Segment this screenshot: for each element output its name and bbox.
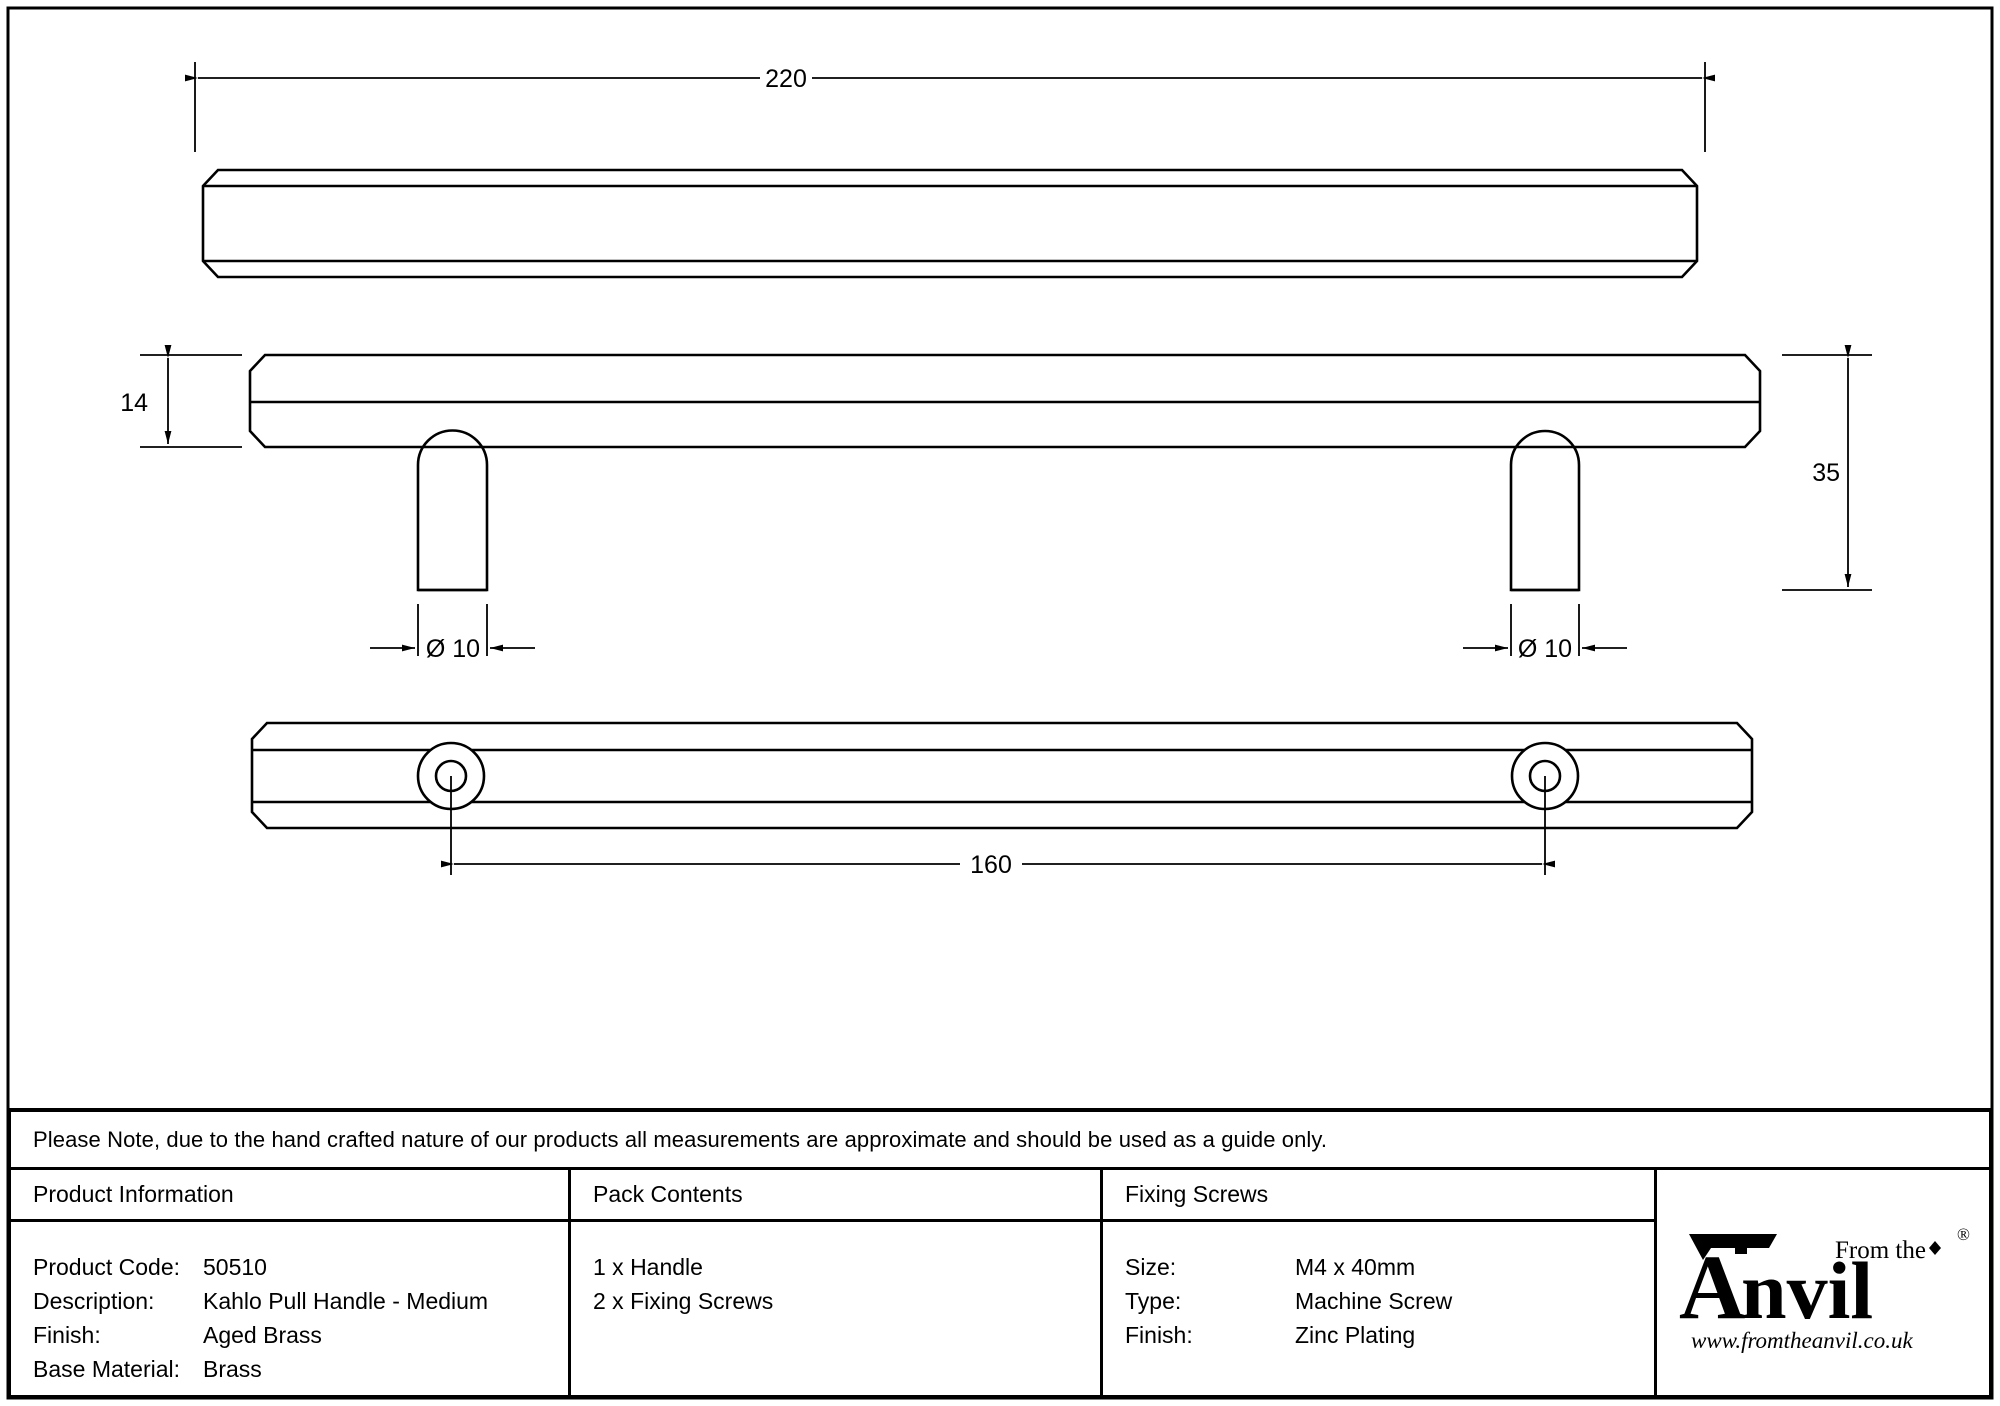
base-material-value: Brass <box>203 1356 262 1382</box>
spec-row <box>1125 1318 1654 1352</box>
dimension-35-label: 35 <box>1812 459 1840 487</box>
information-block <box>8 1108 1992 1398</box>
brand-logo-body <box>1657 1170 1989 1395</box>
screw-size-label: Size: <box>1125 1254 1177 1280</box>
info-columns <box>11 1170 1989 1395</box>
spec-row <box>33 1318 568 1352</box>
spec-row <box>33 1250 568 1284</box>
note-text: Please Note, due to the hand crafted nature of our products all measurements are approximate and should be used as a guide only. <box>33 1126 1328 1152</box>
screw-finish-label: Finish: <box>1125 1322 1193 1348</box>
pack-contents-item: 1 x Handle <box>593 1254 703 1280</box>
description-label: Description: <box>33 1288 155 1314</box>
spec-row <box>33 1284 568 1318</box>
dimension-220-label: 220 <box>765 65 807 93</box>
dimension-35 <box>1782 355 1872 590</box>
finish-value: Aged Brass <box>203 1322 322 1348</box>
dimension-220 <box>195 62 1705 152</box>
spec-row <box>33 1352 568 1386</box>
product-code-value: 50510 <box>203 1254 267 1280</box>
dimension-160-label: 160 <box>970 851 1012 879</box>
dimension-diameter-10-right <box>1463 604 1627 663</box>
pack-contents-item: 2 x Fixing Screws <box>593 1288 774 1314</box>
product-information-body <box>11 1222 568 1395</box>
fixing-screws-column <box>1103 1170 1657 1395</box>
fixing-screws-heading: Fixing Screws <box>1103 1170 1654 1222</box>
product-information-heading: Product Information <box>11 1170 568 1222</box>
standoff-leg-right <box>1511 431 1579 590</box>
screw-type-value: Machine Screw <box>1295 1288 1453 1314</box>
dimension-14-label: 14 <box>120 389 148 417</box>
registered-mark: ® <box>1957 1224 1970 1244</box>
from-the-anvil-logo <box>1673 1208 1973 1358</box>
top-view-bar <box>203 170 1697 277</box>
brand-logo-column <box>1657 1170 1989 1395</box>
logo-from-the-text: From the <box>1835 1236 1926 1264</box>
logo-anvil-text: nvil <box>1741 1244 1874 1336</box>
pack-contents-body <box>571 1222 1100 1395</box>
standoff-leg-left <box>418 431 487 591</box>
screw-finish-value: Zinc Plating <box>1295 1322 1416 1348</box>
logo-website-text: www.fromtheanvil.co.uk <box>1691 1327 1913 1353</box>
diamond-icon <box>1929 1241 1941 1255</box>
dimension-diameter-10-right-label: Ø 10 <box>1517 635 1573 663</box>
fixing-screws-body <box>1103 1222 1654 1395</box>
screw-size-value: M4 x 40mm <box>1295 1254 1416 1280</box>
pack-contents-heading: Pack Contents <box>571 1170 1100 1222</box>
description-value: Kahlo Pull Handle - Medium <box>203 1288 489 1314</box>
dimension-diameter-10-left <box>370 604 535 663</box>
pack-contents-column <box>571 1170 1103 1395</box>
finish-label: Finish: <box>33 1322 101 1348</box>
product-information-column <box>11 1170 571 1395</box>
note-row <box>11 1112 1989 1170</box>
dimension-diameter-10-left-label: Ø 10 <box>425 635 481 663</box>
spec-row <box>1125 1284 1654 1318</box>
dimension-14 <box>120 355 242 447</box>
product-code-label: Product Code: <box>33 1254 181 1280</box>
base-material-label: Base Material: <box>33 1356 181 1382</box>
screw-type-label: Type: <box>1125 1288 1182 1314</box>
spec-row <box>1125 1250 1654 1284</box>
logo-letter-a: A <box>1679 1235 1746 1338</box>
